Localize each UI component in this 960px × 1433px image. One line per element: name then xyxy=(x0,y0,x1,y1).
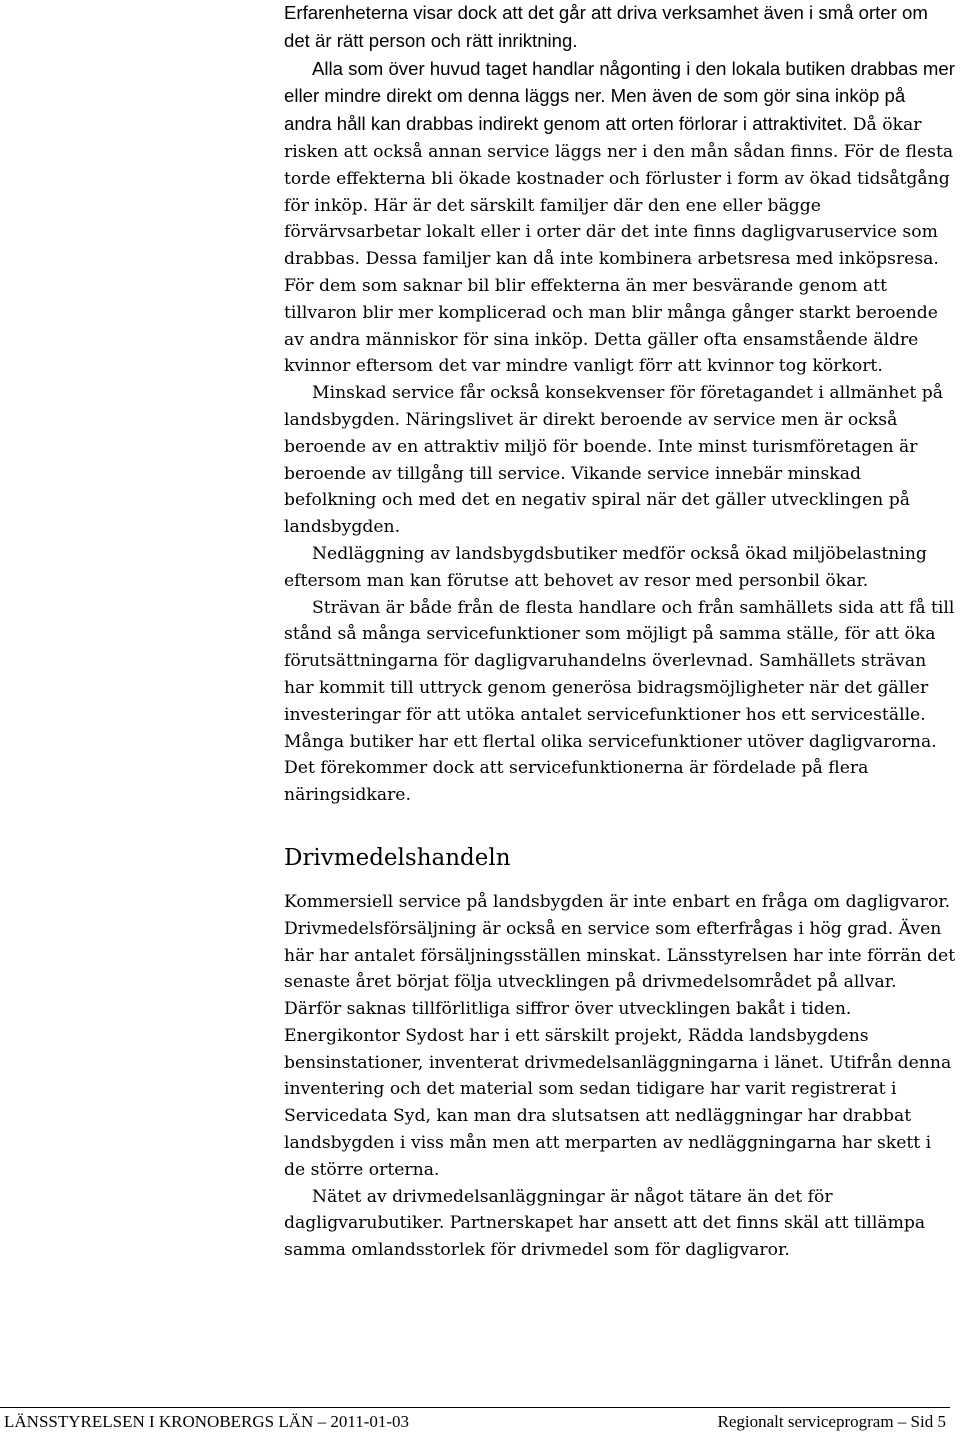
section-paragraph-1: Kommersiell service på landsbygden är inte enbart en fråga om dagligvaror. Drivmedelsförsäljning är också en service som efterfrågas i hög grad. Även här har antalet försäljningsställen minskat. Länsstyrelsen har inte förrän det senaste året börjat följa utvecklingen på drivmedelsområdet på allvar. Därför saknas tillförlitliga siffror över utvecklingen bakåt i tiden. Energikontor Sydost har i ett särskilt projekt, Rädda landsbygdens bensinstationer, inventerat drivmedelsanläggningarna i länet. Utifrån denna inventering och det material som sedan tidigare har varit registrerat i Servicedata Syd, kan man dra slutsatsen att nedläggningar har drabbat landsbygden i viss mån men att merparten av nedläggningarna har skett i de större orterna. xyxy=(284,891,956,1180)
footer-right: Regionalt serviceprogram – Sid 5 xyxy=(717,1412,946,1431)
paragraph-2 xyxy=(284,56,956,381)
paragraph-1-text: Erfarenheterna visar dock att det går att driva verksamhet även i små orter om det är rätt person och rätt inriktning. xyxy=(284,2,928,51)
paragraph-4: Nedläggning av landsbygdsbutiker medför också ökad miljöbelastning eftersom man kan förutse att behovet av resor med personbil ökar. xyxy=(284,543,927,591)
footer-left: LÄNSSTYRELSEN I KRONOBERGS LÄN – 2011-01-03 xyxy=(4,1412,410,1431)
paragraph-2-text-a: Alla som över huvud taget handlar någonting i den lokala butiken drabbas mer eller mindre direkt om denna läggs ner. Men även de som gör sina inköp på andra håll kan drabbas indirekt genom att orten förlorar i attraktivitet. xyxy=(284,57,955,135)
document-body xyxy=(284,0,956,1264)
section-paragraph-2: Nätet av drivmedelsanläggningar är något tätare än det för dagligvarubutiker. Partnerskapet har ansett att det finns skäl att tillämpa samma omlandsstorlek för drivmedel som för dagligvaror. xyxy=(284,1186,926,1261)
paragraph-5: Strävan är både från de flesta handlare och från samhällets sida att få till stånd så många servicefunktioner som möjligt på samma ställe, för att öka förutsättningarna för dagligvaruhandelns överlevnad. Samhällets strävan har kommit till uttryck genom generösa bidragsmöjligheter när det gäller investeringar för att utöka antalet servicefunktioner hos ett serviceställe. Många butiker har ett flertal olika servicefunktioner utöver dagligvarorna. Det förekommer dock att servicefunktionerna är fördelade på flera näringsidkare. xyxy=(284,597,955,806)
paragraph-1 xyxy=(284,0,956,56)
section-heading: Drivmedelshandeln xyxy=(284,844,511,871)
paragraph-2-text-b: Då ökar risken att också annan service läggs ner i den mån sådan finns. För de flesta torde effekterna bli ökade kostnader och förluster i form av ökad tidsåtgång för inköp. Här är det särskilt familjer där den ene eller bägge förvärvsarbetar lokalt eller i orter där det inte finns dagligvaruservice som drabbas. Dessa familjer kan då inte kombinera arbetsresa med inköpsresa. För dem som saknar bil blir effekterna än mer besvärande genom att tillvaron blir mer komplicerad och man blir många gånger starkt beroende av andra människor för sina inköp. Detta gäller ofta ensamstående äldre kvinnor eftersom det var mindre vanligt förr att kvinnor tog körkort. xyxy=(284,115,954,377)
paragraph-3: Minskad service får också konsekvenser för företagandet i allmänhet på landsbygden. Näringslivet är direkt beroende av service men är också beroende av en attraktiv miljö för boende. Inte minst turismföretagen är beroende av tillgång till service. Vikande service innebär minskad befolkning och med det en negativ spiral när det gäller utvecklingen på landsbygden. xyxy=(284,383,944,538)
page-footer xyxy=(0,1407,950,1431)
